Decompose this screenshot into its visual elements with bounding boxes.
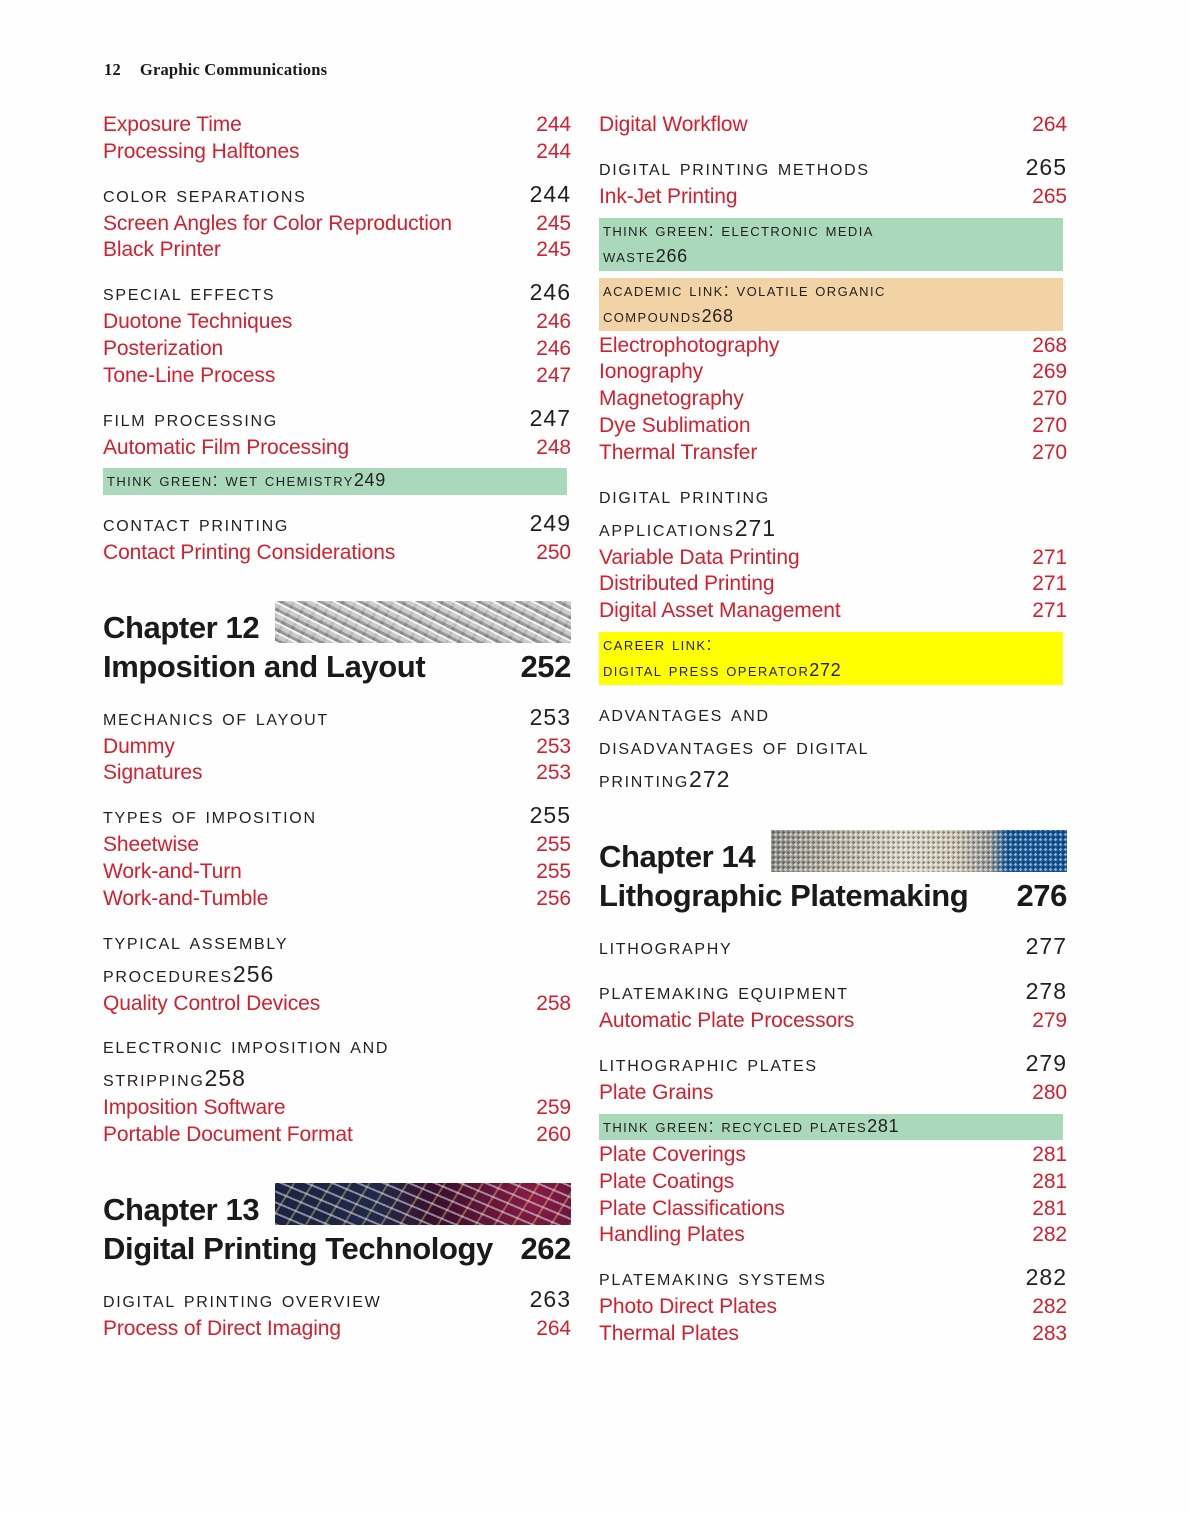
toc-heading-line1: electronic imposition and	[103, 1033, 390, 1059]
toc-entry-page: 265	[1032, 184, 1067, 208]
feature-line1: think green: electronic media	[603, 219, 874, 240]
toc-entry-page: 271	[1032, 545, 1067, 569]
toc-entry-title: Plate Coverings	[599, 1143, 746, 1167]
toc-heading-mechanics-of-layout[interactable]	[103, 701, 571, 734]
feature-line2: compounds	[603, 306, 702, 327]
chapter-block-12[interactable]	[103, 601, 571, 687]
feature-line2: digital press operator	[603, 660, 810, 681]
toc-heading-page: 277	[1025, 932, 1067, 959]
page-folio: 12	[104, 60, 121, 79]
toc-heading-title: types of imposition	[103, 803, 317, 829]
feature-bar	[599, 632, 1063, 659]
toc-entry-title: Thermal Transfer	[599, 440, 758, 464]
chapter-title-row	[103, 1229, 571, 1269]
feature-page: 272	[809, 660, 842, 681]
toc-heading-digital-printing-methods[interactable]	[599, 151, 1067, 184]
toc-entry-title: Dye Sublimation	[599, 413, 751, 437]
toc-entry-title: Signatures	[103, 761, 203, 785]
toc-entry-page: 256	[536, 886, 571, 910]
toc-entry[interactable]	[103, 237, 571, 264]
toc-entry-page: 268	[1032, 333, 1067, 357]
toc-entry[interactable]	[103, 435, 571, 462]
feature-bar	[599, 658, 1063, 685]
toc-entry-title: Handling Plates	[599, 1223, 745, 1247]
toc-heading-page: 271	[734, 514, 777, 541]
toc-heading-title: color separations	[103, 181, 307, 207]
toc-heading-digital-printing-overview[interactable]	[103, 1283, 571, 1316]
feature-line1: career link:	[603, 633, 713, 654]
feature-page: 281	[867, 1115, 900, 1136]
toc-entry[interactable]	[599, 1080, 1067, 1107]
toc-heading-line2: applications	[599, 515, 735, 541]
toc-entry-title: Ink-Jet Printing	[599, 184, 738, 208]
toc-entry-title: Sheetwise	[103, 833, 199, 857]
toc-entry-title: Variable Data Printing	[599, 545, 800, 569]
toc-entry[interactable]	[103, 1122, 571, 1149]
toc-entry[interactable]	[599, 1222, 1067, 1249]
chapter-title: Lithographic Platemaking	[599, 877, 969, 913]
toc-entry-page: 264	[536, 1317, 571, 1341]
toc-entry-title: Dummy	[103, 734, 175, 758]
toc-heading-contact-printing[interactable]	[103, 507, 571, 540]
toc-entry[interactable]	[103, 211, 571, 238]
toc-entry[interactable]	[103, 112, 571, 139]
toc-entry-title: Electrophotography	[599, 333, 780, 357]
toc-heading-page: 282	[1025, 1264, 1067, 1291]
toc-entry-title: Black Printer	[103, 238, 221, 262]
toc-heading-page: 255	[529, 802, 571, 829]
feature-career-link-digital-press-operator[interactable]	[599, 632, 1063, 685]
toc-entry-title: Magnetography	[599, 387, 744, 411]
toc-entry[interactable]	[103, 1316, 571, 1343]
imposition-photo-strip	[275, 601, 571, 643]
toc-entry[interactable]	[599, 1321, 1067, 1348]
toc-heading-page: 256	[232, 960, 275, 987]
toc-entry-page: 270	[1032, 387, 1067, 411]
toc-heading-line2-row	[103, 958, 571, 991]
toc-entry-page: 253	[536, 761, 571, 785]
toc-heading-page: 246	[529, 279, 571, 306]
toc-entry-title: Portable Document Format	[103, 1123, 353, 1147]
toc-entry-page: 279	[1032, 1008, 1067, 1032]
toc-heading-title: special effects	[103, 280, 276, 306]
book-title: Graphic Communications	[139, 60, 328, 79]
toc-entry-title: Exposure Time	[103, 113, 242, 136]
toc-entry-page: 246	[536, 310, 571, 334]
toc-entry-title: Plate Grains	[599, 1080, 714, 1104]
running-head	[104, 60, 327, 80]
feature-academic-link-volatile-organic-compounds[interactable]	[599, 278, 1063, 331]
toc-entry-page: 259	[536, 1096, 571, 1120]
toc-heading-color-separations[interactable]	[103, 178, 571, 211]
feature-title: think green: wet chemistry	[107, 470, 354, 491]
toc-entry[interactable]	[599, 1142, 1067, 1169]
toc-entry-page: 264	[1032, 113, 1067, 136]
toc-entry[interactable]	[103, 886, 571, 913]
toc-heading-title: lithography	[599, 933, 733, 959]
toc-entry[interactable]	[599, 598, 1067, 625]
feature-think-green-wet-chemistry[interactable]	[103, 468, 567, 495]
toc-entry-title: Ionography	[599, 360, 704, 384]
toc-entry-page: 246	[536, 336, 571, 360]
toc-heading-page: 263	[529, 1286, 571, 1313]
toc-heading-film-processing[interactable]	[103, 402, 571, 435]
toc-entry[interactable]	[103, 309, 571, 336]
toc-entry-title: Digital Asset Management	[599, 599, 841, 623]
chapter-label-row	[599, 830, 1067, 876]
toc-entry-title: Contact Printing Considerations	[103, 540, 396, 564]
toc-entry[interactable]	[103, 139, 571, 166]
toc-entry-page: 281	[1032, 1169, 1067, 1193]
toc-entry-page: 281	[1032, 1196, 1067, 1220]
toc-entry[interactable]	[599, 386, 1067, 413]
toc-entry-page: 255	[536, 860, 571, 884]
chapter-page: 276	[1016, 877, 1067, 913]
toc-heading-title: platemaking systems	[599, 1265, 827, 1291]
chapter-label-row	[103, 601, 571, 647]
toc-entry[interactable]	[599, 333, 1067, 360]
feature-bar	[599, 218, 1063, 245]
toc-entry-page: 271	[1032, 572, 1067, 596]
toc-entry[interactable]	[103, 1095, 571, 1122]
toc-entry-page: 282	[1032, 1223, 1067, 1247]
toc-entry[interactable]	[599, 413, 1067, 440]
toc-entry[interactable]	[599, 440, 1067, 467]
toc-entry[interactable]	[599, 1294, 1067, 1321]
toc-entry-title: Photo Direct Plates	[599, 1295, 777, 1319]
toc-heading-line2: procedures	[103, 961, 233, 987]
feature-bar	[103, 468, 567, 495]
toc-entry[interactable]	[103, 336, 571, 363]
toc-heading-line2: stripping	[103, 1066, 205, 1092]
toc-entry-page: 244	[536, 139, 571, 163]
feature-bar	[599, 278, 1063, 305]
toc-heading-title: digital printing methods	[599, 154, 870, 180]
toc-entry-title: Processing Halftones	[103, 139, 300, 163]
toc-heading-lithography[interactable]	[599, 930, 1067, 963]
toc-entry-title: Automatic Plate Processors	[599, 1008, 855, 1032]
chapter-title: Digital Printing Technology	[103, 1231, 493, 1267]
toc-entry-page: 269	[1032, 360, 1067, 384]
toc-entry[interactable]	[103, 991, 571, 1018]
toc-entry-page: 244	[536, 113, 571, 136]
toc-entry[interactable]	[599, 359, 1067, 386]
toc-heading-page: 247	[529, 404, 571, 431]
toc-entry-title: Screen Angles for Color Reproduction	[103, 211, 452, 235]
feature-bar	[599, 304, 1063, 331]
feature-think-green-recycled-plates[interactable]	[599, 1114, 1063, 1141]
toc-heading-title: digital printing overview	[103, 1287, 382, 1313]
toc-heading-line2: disadvantages of digital	[599, 733, 870, 759]
toc-heading-page: 272	[689, 765, 731, 792]
toc-entry-title: Distributed Printing	[599, 572, 775, 596]
toc-entry-page: 245	[536, 211, 571, 235]
toc-heading-page: 258	[204, 1065, 246, 1092]
toc-entry-page: 250	[536, 540, 571, 564]
toc-entry-page: 245	[536, 238, 571, 262]
toc-entry[interactable]	[103, 832, 571, 859]
toc-heading-special-effects[interactable]	[103, 276, 571, 309]
chapter-label-row	[103, 1183, 571, 1229]
toc-entry-page: 271	[1032, 599, 1067, 623]
toc-entry-title: Tone-Line Process	[103, 363, 276, 387]
toc-entry-page: 258	[536, 991, 571, 1015]
toc-entry-title: Plate Coatings	[599, 1169, 735, 1193]
toc-heading-title: contact printing	[103, 510, 290, 536]
chapter-page: 262	[520, 1231, 571, 1267]
toc-heading-line3-row	[599, 763, 1067, 796]
chapter-label: Chapter 12	[103, 609, 260, 645]
toc-heading-page: 279	[1025, 1049, 1067, 1076]
toc-entry-title: Imposition Software	[103, 1096, 286, 1120]
toc-entry-title: Thermal Plates	[599, 1322, 739, 1346]
toc-heading-line3: printing	[599, 766, 690, 792]
feature-line2: waste	[603, 246, 656, 267]
toc-entry-page: 248	[536, 435, 571, 459]
feature-page: 249	[353, 470, 386, 491]
toc-entry-page: 281	[1032, 1143, 1067, 1167]
toc-entry[interactable]	[599, 112, 1067, 139]
toc-heading-line1: digital printing	[599, 482, 770, 508]
toc-entry-page: 255	[536, 833, 571, 857]
toc-entry[interactable]	[599, 184, 1067, 211]
toc-entry-page: 280	[1032, 1080, 1067, 1104]
toc-heading-line1: advantages and	[599, 700, 770, 726]
toc-entry-title: Process of Direct Imaging	[103, 1317, 341, 1341]
toc-entry[interactable]	[103, 859, 571, 886]
feature-page: 266	[655, 246, 688, 267]
toc-entry[interactable]	[599, 571, 1067, 598]
toc-heading-page: 278	[1025, 977, 1067, 1004]
toc-entry-page: 253	[536, 734, 571, 758]
toc-heading-platemaking-systems[interactable]	[599, 1261, 1067, 1294]
toc-entry-title: Duotone Techniques	[103, 310, 293, 334]
toc-entry[interactable]	[599, 1008, 1067, 1035]
toc-entry[interactable]	[103, 363, 571, 390]
toc-entry-title: Digital Workflow	[599, 113, 748, 136]
toc-heading-title: platemaking equipment	[599, 978, 849, 1004]
feature-page: 268	[701, 306, 734, 327]
toc-heading-title: mechanics of layout	[103, 704, 329, 730]
toc-entry-title: Plate Classifications	[599, 1196, 785, 1220]
toc-entry[interactable]	[599, 1196, 1067, 1223]
toc-column-left	[103, 112, 571, 1343]
toc-column-right	[599, 112, 1067, 1348]
toc-heading-types-of-imposition[interactable]	[103, 799, 571, 832]
toc-heading-electronic-imposition-stripping[interactable]	[103, 1029, 571, 1095]
toc-heading-page: 253	[529, 703, 571, 730]
toc-entry-page: 270	[1032, 413, 1067, 437]
toc-entry-title: Work-and-Turn	[103, 860, 242, 884]
platemaking-halftone-strip	[771, 830, 1067, 872]
toc-entry[interactable]	[103, 734, 571, 761]
toc-entry-title: Posterization	[103, 336, 224, 360]
toc-heading-digital-printing-applications[interactable]	[599, 479, 1067, 545]
toc-entry-page: 282	[1032, 1295, 1067, 1319]
feature-bar	[599, 1114, 1063, 1141]
chapter-page: 252	[520, 648, 571, 684]
toc-heading-page: 265	[1025, 153, 1067, 180]
chapter-title-row	[599, 876, 1067, 916]
toc-heading-page: 244	[529, 180, 571, 207]
toc-entry[interactable]	[103, 760, 571, 787]
toc-entry-title: Automatic Film Processing	[103, 435, 350, 459]
toc-entry-page: 260	[536, 1123, 571, 1147]
toc-heading-title: film processing	[103, 405, 278, 431]
toc-heading-advantages-disadvantages-digital-printing[interactable]	[599, 697, 1067, 796]
toc-heading-page: 249	[529, 509, 571, 536]
feature-title: think green: recycled plates	[603, 1115, 868, 1136]
toc-heading-typical-assembly-procedures[interactable]	[103, 925, 571, 991]
toc-entry-title: Quality Control Devices	[103, 991, 321, 1015]
toc-heading-lithographic-plates[interactable]	[599, 1047, 1067, 1080]
toc-entry-page: 283	[1032, 1322, 1067, 1346]
digital-printing-photo-strip	[275, 1183, 571, 1225]
feature-think-green-electronic-media-waste[interactable]	[599, 218, 1063, 271]
toc-entry[interactable]	[599, 545, 1067, 572]
chapter-block-13[interactable]	[103, 1183, 571, 1269]
toc-entry-title: Work-and-Tumble	[103, 886, 269, 910]
toc-entry[interactable]	[103, 540, 571, 567]
toc-heading-title: lithographic plates	[599, 1050, 818, 1076]
toc-heading-platemaking-equipment[interactable]	[599, 975, 1067, 1008]
toc-entry[interactable]	[599, 1169, 1067, 1196]
chapter-title-row	[103, 647, 571, 687]
chapter-title: Imposition and Layout	[103, 648, 426, 684]
toc-heading-line2-row	[103, 1062, 571, 1095]
toc-heading-line2-row	[599, 512, 1067, 545]
chapter-label: Chapter 14	[599, 838, 756, 874]
toc-heading-line1: typical assembly	[103, 928, 289, 954]
feature-line1: academic link: volatile organic	[603, 279, 886, 300]
toc-entry-page: 247	[536, 363, 571, 387]
toc-entry-page: 270	[1032, 440, 1067, 464]
chapter-label: Chapter 13	[103, 1192, 260, 1228]
chapter-block-14[interactable]	[599, 830, 1067, 916]
feature-bar	[599, 244, 1063, 271]
